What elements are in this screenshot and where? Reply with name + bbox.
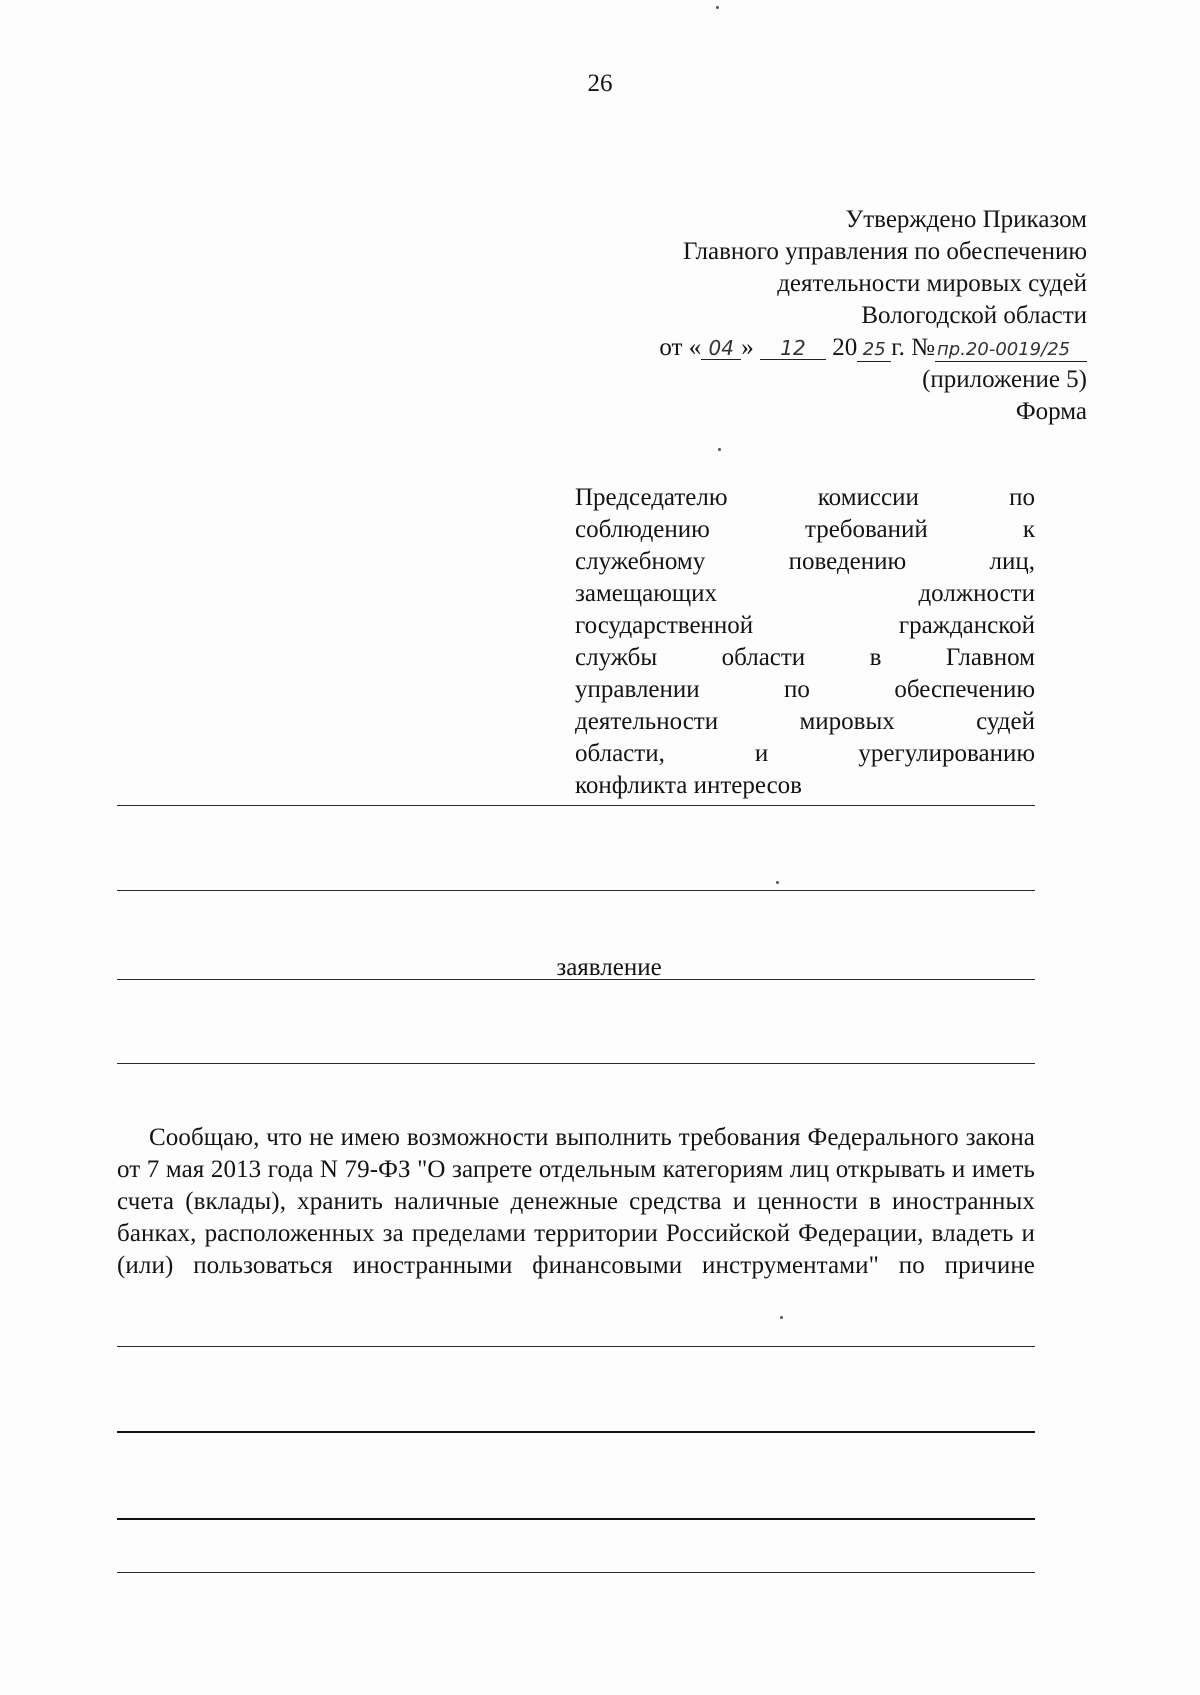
- addressee-line: замещающих должности: [575, 580, 1035, 607]
- addressee-line: области, и урегулированию: [575, 740, 1035, 767]
- fill-in-line: [117, 1431, 1035, 1433]
- addressee-line: государственной гражданской: [575, 612, 1035, 639]
- addressee-line: соблюдению требований к: [575, 516, 1035, 543]
- fill-in-line: [117, 805, 1035, 806]
- scan-speck: [776, 881, 779, 884]
- date-month-handwritten: 12: [760, 337, 826, 360]
- form-label: Форма: [1015, 398, 1087, 425]
- appendix-label: (приложение 5): [922, 366, 1087, 393]
- date-mid: »: [741, 334, 754, 361]
- number-prefix: г. №: [891, 334, 935, 361]
- order-number-handwritten: пр.20-0019/25: [935, 339, 1087, 362]
- date-prefix: от «: [659, 334, 702, 361]
- scan-speck: [716, 6, 719, 9]
- fill-in-line: [117, 1572, 1035, 1573]
- addressee-block: [575, 482, 1035, 802]
- addressee-line: конфликта интересов: [575, 772, 802, 799]
- date-day-handwritten: 04: [701, 337, 741, 360]
- page-number: 26: [587, 70, 613, 97]
- date-year-prefix: 20: [832, 334, 858, 361]
- fill-in-line: [117, 1063, 1035, 1064]
- fill-in-line: [117, 1346, 1035, 1347]
- approval-block: [659, 204, 1087, 428]
- document-title: заявление: [556, 954, 662, 981]
- date-year-handwritten: 25: [857, 339, 891, 362]
- addressee-line: Председателю комиссии по: [575, 484, 1035, 511]
- addressee-line: управлении по обеспечению: [575, 676, 1035, 703]
- approval-line: Вологодской области: [861, 302, 1087, 329]
- approval-date-line: [659, 332, 1087, 364]
- addressee-line: деятельности мировых судей: [575, 708, 1035, 735]
- addressee-line: служебному поведению лиц,: [575, 548, 1035, 575]
- fill-in-line: [117, 890, 1035, 891]
- scan-speck: [780, 1316, 783, 1319]
- scan-speck: [718, 448, 721, 451]
- fill-in-line: [117, 1518, 1035, 1520]
- approval-line: Главного управления по обеспечению: [682, 238, 1087, 265]
- addressee-line: службы области в Главном: [575, 644, 1035, 671]
- statement-text: Сообщаю, что не имею возможности выполнить требования Федерального закона от 7 мая 2013 года N 79-ФЗ "О запрете отдельным категориям лиц открывать и иметь счета (вклады), хранить наличные денежные средства и ценности в иностранных банках, расположенных за пределами территории Российской Федерации, владеть и (или) пользоваться иностранными финансовыми инструментами" по причине: [117, 1124, 1035, 1279]
- approval-line: деятельности мировых судей: [777, 270, 1087, 297]
- approval-line: Утверждено Приказом: [845, 206, 1087, 233]
